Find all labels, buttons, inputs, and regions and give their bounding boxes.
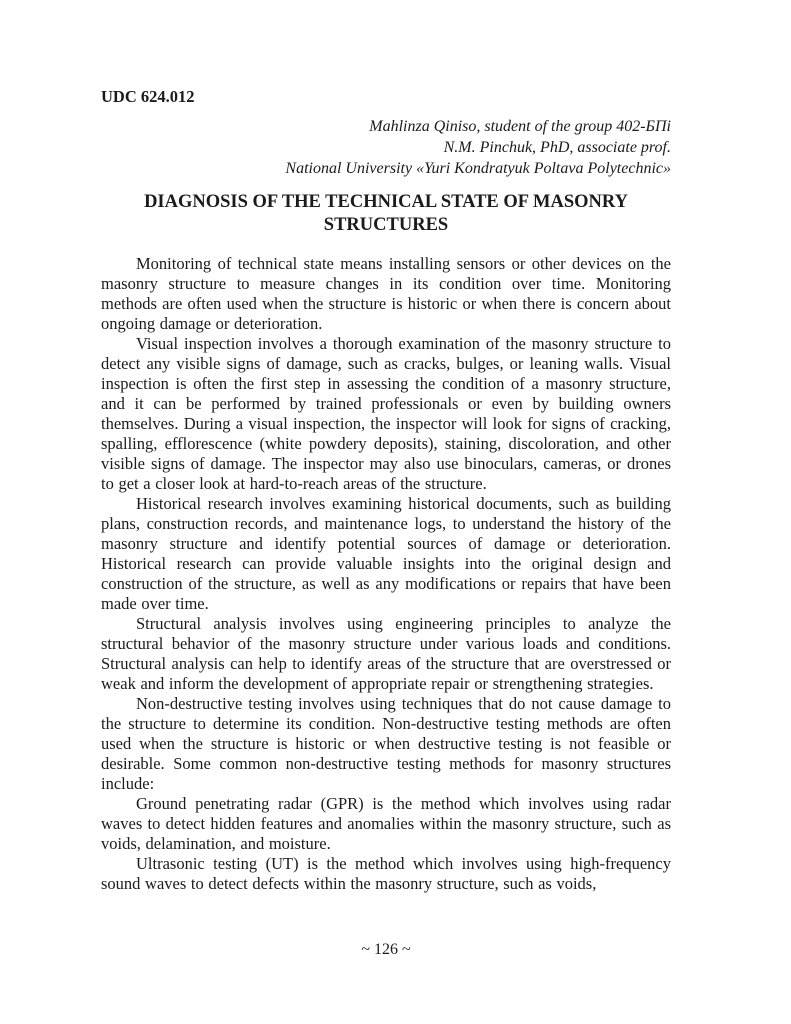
udc-code: UDC 624.012 bbox=[101, 87, 195, 106]
paragraph-non-destructive-testing: Non-destructive testing involves using techniques that do not cause damage to the structure to determine its condition. Non-destructive testing methods are often used when the structure is historic or when destructive testing is not feasible or desirable. Some common non-destructive testing methods for masonry structures include: bbox=[101, 694, 671, 793]
author-block bbox=[101, 116, 671, 179]
author-line-2: N.M. Pinchuk, PhD, associate prof. bbox=[443, 139, 671, 156]
page-content bbox=[101, 88, 671, 894]
article-title: DIAGNOSIS OF THE TECHNICAL STATE OF MASONRY STRUCTURES bbox=[144, 192, 628, 235]
paragraph-structural-analysis: Structural analysis involves using engineering principles to analyze the structural behavior of the masonry structure under various loads and conditions. Structural analysis can help to identify areas of the structure that are overstressed or weak and inform the development of appropriate repair or strengthening strategies. bbox=[101, 614, 671, 693]
paragraph-gpr: Ground penetrating radar (GPR) is the method which involves using radar waves to detect hidden features and anomalies within the masonry structure, such as voids, delamination, and moisture. bbox=[101, 794, 671, 853]
paragraph-monitoring: Monitoring of technical state means installing sensors or other devices on the masonry structure to measure changes in its condition over time. Monitoring methods are often used when the structure is historic or when there is concern about ongoing damage or deterioration. bbox=[101, 254, 671, 333]
author-line-1: Mahlinza Qiniso, student of the group 402-БПі bbox=[369, 118, 671, 135]
page-number: ~ 126 ~ bbox=[361, 941, 411, 958]
paragraph-ultrasonic-testing: Ultrasonic testing (UT) is the method which involves using high-frequency sound waves to detect defects within the masonry structure, such as voids, bbox=[101, 854, 671, 893]
affiliation-line: National University «Yuri Kondratyuk Poltava Polytechnic» bbox=[285, 160, 671, 177]
paragraph-visual-inspection: Visual inspection involves a thorough examination of the masonry structure to detect any visible signs of damage, such as cracks, bulges, or leaning walls. Visual inspection is often the first step in assessing the condition of a masonry structure, and it can be performed by trained professionals or even by building owners themselves. During a visual inspection, the inspector will look for signs of cracking, spalling, efflorescence (white powdery deposits), staining, discoloration, and other visible signs of damage. The inspector may also use binoculars, cameras, or drones to get a closer look at hard-to-reach areas of the structure. bbox=[101, 334, 671, 493]
article-body bbox=[101, 254, 671, 894]
paragraph-historical-research: Historical research involves examining historical documents, such as building plans, construction records, and maintenance logs, to understand the history of the masonry structure and identify potential sources of damage or deterioration. Historical research can provide valuable insights into the original design and construction of the structure, as well as any modifications or repairs that have been made over time. bbox=[101, 494, 671, 613]
